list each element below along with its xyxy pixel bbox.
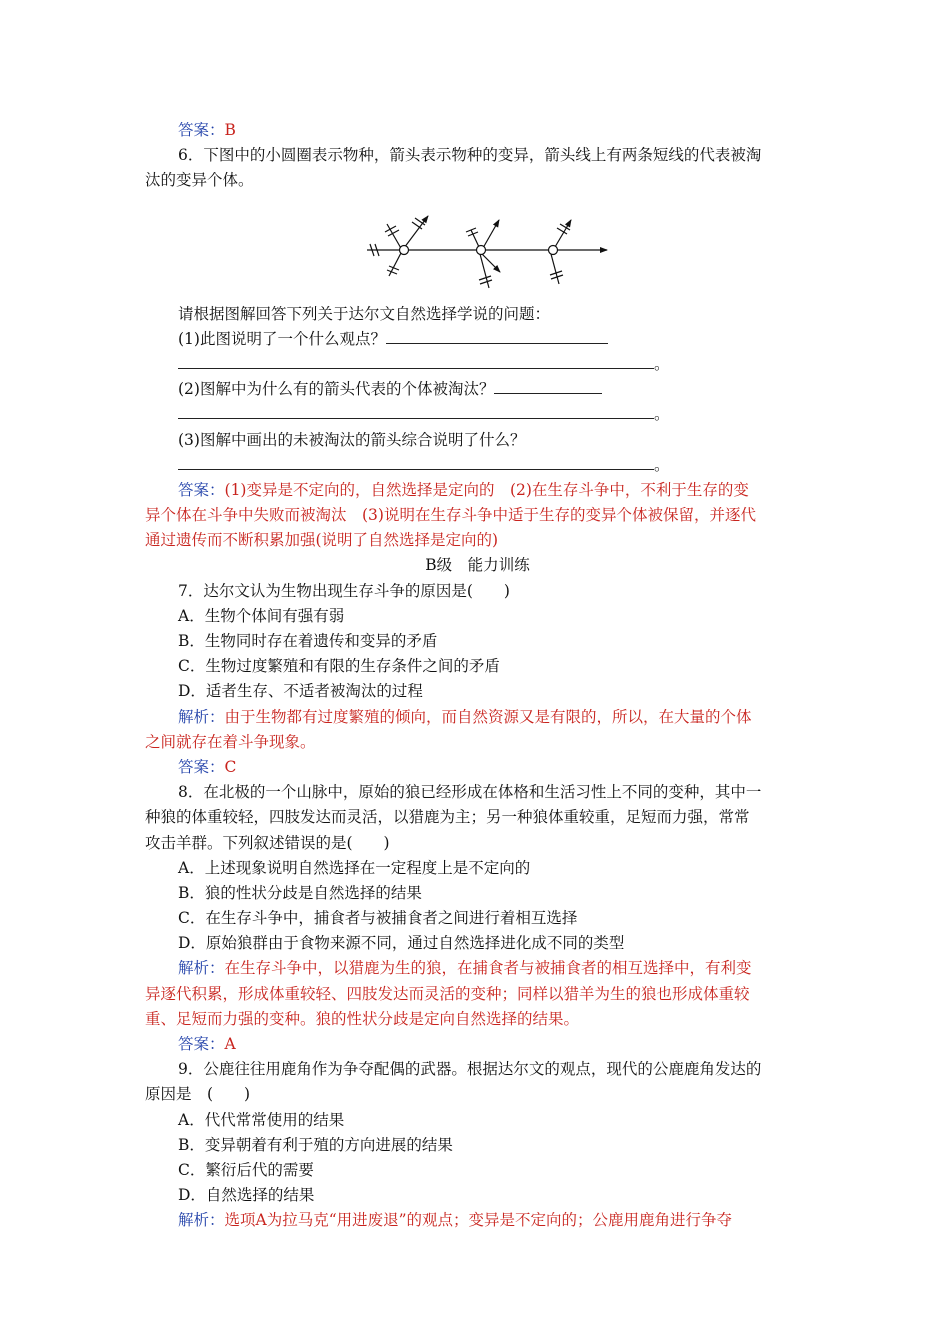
analysis-label: 解析： xyxy=(178,707,225,726)
answer-value: A xyxy=(224,1035,236,1053)
q8-option-b: B．狼的性状分歧是自然选择的结果 xyxy=(178,883,422,902)
worksheet-page xyxy=(145,118,810,1234)
q9-option-d: D．自然选择的结果 xyxy=(178,1186,315,1205)
q8-stem-line-3: 攻击羊群。下列叙述错误的是( ) xyxy=(145,833,390,852)
q8-stem-line-2: 种狼的体重较轻，四肢发达而灵活，以猎鹿为主；另一种狼体重较重，足短而力强，常常 xyxy=(145,808,750,827)
period: 。 xyxy=(654,405,670,424)
q6-sub3-cont xyxy=(145,453,810,478)
analysis-text: 在生存斗争中，以猎鹿为生的狼，在捕食者与被捕食者的相互选择中，有利变 xyxy=(224,959,752,978)
answer-label: 答案： xyxy=(178,480,225,499)
q8-option-d: D．原始狼群由于食物来源不同，通过自然选择进化成不同的类型 xyxy=(178,934,625,953)
q6-answer-line-3: 通过遗传而不断积累加强(说明了自然选择是定向的) xyxy=(145,531,499,550)
q7-option-a: A．生物个体间有强有弱 xyxy=(178,606,345,625)
species-variation-figure xyxy=(365,196,615,300)
answer-blank[interactable] xyxy=(386,327,608,344)
q8-analysis-line-1 xyxy=(145,956,810,981)
answer-label: 答案： xyxy=(178,121,225,139)
branch-surviving xyxy=(483,220,499,248)
analysis-text: 选项A为拉马克“用进废退”的观点；变异是不定向的；公鹿用鹿角进行争夺 xyxy=(224,1211,733,1230)
section-title: B级 能力训练 xyxy=(425,556,530,575)
q9-option-b: B．变异朝着有利于殖的方向进展的结果 xyxy=(178,1135,453,1154)
q7-stem: 7．达尔文认为生物出现生存斗争的原因是( ) xyxy=(178,581,510,600)
q6-sub2-cont xyxy=(145,402,810,427)
answer-text: (1)变异是不定向的，自然选择是定向的 (2)在生存斗争中，不利于生存的变 xyxy=(224,480,749,499)
q7-option-d: D．适者生存、不适者被淘汰的过程 xyxy=(178,682,423,701)
q7-analysis-line-1 xyxy=(145,705,810,730)
q8-analysis-line-3: 重、足短而力强的变种。狼的性状分歧是定向自然选择的结果。 xyxy=(145,1009,580,1028)
answer-value: B xyxy=(224,121,236,139)
branch-eliminated xyxy=(387,224,402,250)
q8-analysis-line-2: 异逐代积累，形成体重较轻、四肢发达而灵活的变种；同样以猎羊为生的狼也形成体重较 xyxy=(145,984,750,1003)
answer-blank[interactable] xyxy=(178,453,654,470)
analysis-text: 由于生物都有过度繁殖的倾向，而自然资源又是有限的，所以，在大量的个体 xyxy=(224,707,752,726)
q7-analysis-line-2: 之间就存在着斗争现象。 xyxy=(145,732,316,751)
q6-sub1-cont xyxy=(145,352,810,377)
answer-blank[interactable] xyxy=(494,377,602,394)
answer-blank[interactable] xyxy=(178,402,654,419)
period: 。 xyxy=(654,354,670,373)
answer-blank[interactable] xyxy=(178,352,654,369)
q6-stem-line-2: 汰的变异个体。 xyxy=(145,171,254,190)
branch-surviving xyxy=(482,254,500,272)
analysis-label: 解析： xyxy=(178,1211,225,1230)
q6-stem-line-1: 6．下图中的小圆圈表示物种，箭头表示物种的变异，箭头线上有两条短线的代表被淘 xyxy=(178,146,762,165)
branch-eliminated xyxy=(551,254,559,284)
q6-sub1 xyxy=(145,327,810,352)
answer-label: 答案： xyxy=(178,1035,225,1053)
answer-value: C xyxy=(224,757,237,776)
eliminated-tick xyxy=(480,280,492,284)
q6-sub1-text: (1)此图说明了一个什么观点？ xyxy=(178,329,386,348)
q6-sub3: (3)图解中画出的未被淘汰的箭头综合说明了什么？ xyxy=(178,430,526,449)
branch-surviving xyxy=(404,216,428,248)
q8-answer xyxy=(145,1032,810,1057)
species-circle xyxy=(549,245,558,254)
species-circle xyxy=(477,245,486,254)
branch-surviving xyxy=(555,220,571,247)
q9-stem-line-2: 原因是 ( ) xyxy=(145,1085,251,1104)
q6-sub2-text: (2)图解中为什么有的箭头代表的个体被淘汰？ xyxy=(178,380,495,399)
eliminated-tick xyxy=(479,276,491,280)
q8-option-c: C．在生存斗争中，捕食者与被捕食者之间进行着相互选择 xyxy=(178,909,578,928)
evolution-diagram xyxy=(145,194,810,302)
q6-answer-line-2: 异个体在斗争中失败而被淘汰 (3)说明在生存斗争中适于生存的变异个体被保留，并逐代 xyxy=(145,506,756,525)
q9-stem-line-1: 9．公鹿往往用鹿角作为争夺配偶的武器。根据达尔文的观点，现代的公鹿鹿角发达的 xyxy=(178,1060,762,1079)
analysis-label: 解析： xyxy=(178,959,225,978)
q9-analysis-line-1 xyxy=(145,1208,810,1233)
q9-option-a: A．代代常常使用的结果 xyxy=(178,1110,345,1129)
answer-label: 答案： xyxy=(178,757,225,776)
q7-option-b: B．生物同时存在着遗传和变异的矛盾 xyxy=(178,632,438,650)
q7-option-c: C．生物过度繁殖和有限的生存条件之间的矛盾 xyxy=(178,657,500,676)
q7-answer xyxy=(145,755,810,780)
q6-sub2 xyxy=(145,377,810,402)
q6-prompt: 请根据图解回答下列关于达尔文自然选择学说的问题： xyxy=(178,304,551,323)
q5-answer xyxy=(145,118,810,143)
period: 。 xyxy=(654,455,670,474)
q9-option-c: C．繁衍后代的需要 xyxy=(178,1160,314,1179)
q8-stem-line-1: 8．在北极的一个山脉中，原始的狼已经形成在体格和生活习性上不同的变种，其中一 xyxy=(178,783,762,802)
branch-eliminated xyxy=(389,253,401,276)
q6-answer-line-1 xyxy=(145,478,810,503)
q8-option-a: A．上述现象说明自然选择在一定程度上是不定向的 xyxy=(178,858,531,877)
species-circle xyxy=(400,245,409,254)
